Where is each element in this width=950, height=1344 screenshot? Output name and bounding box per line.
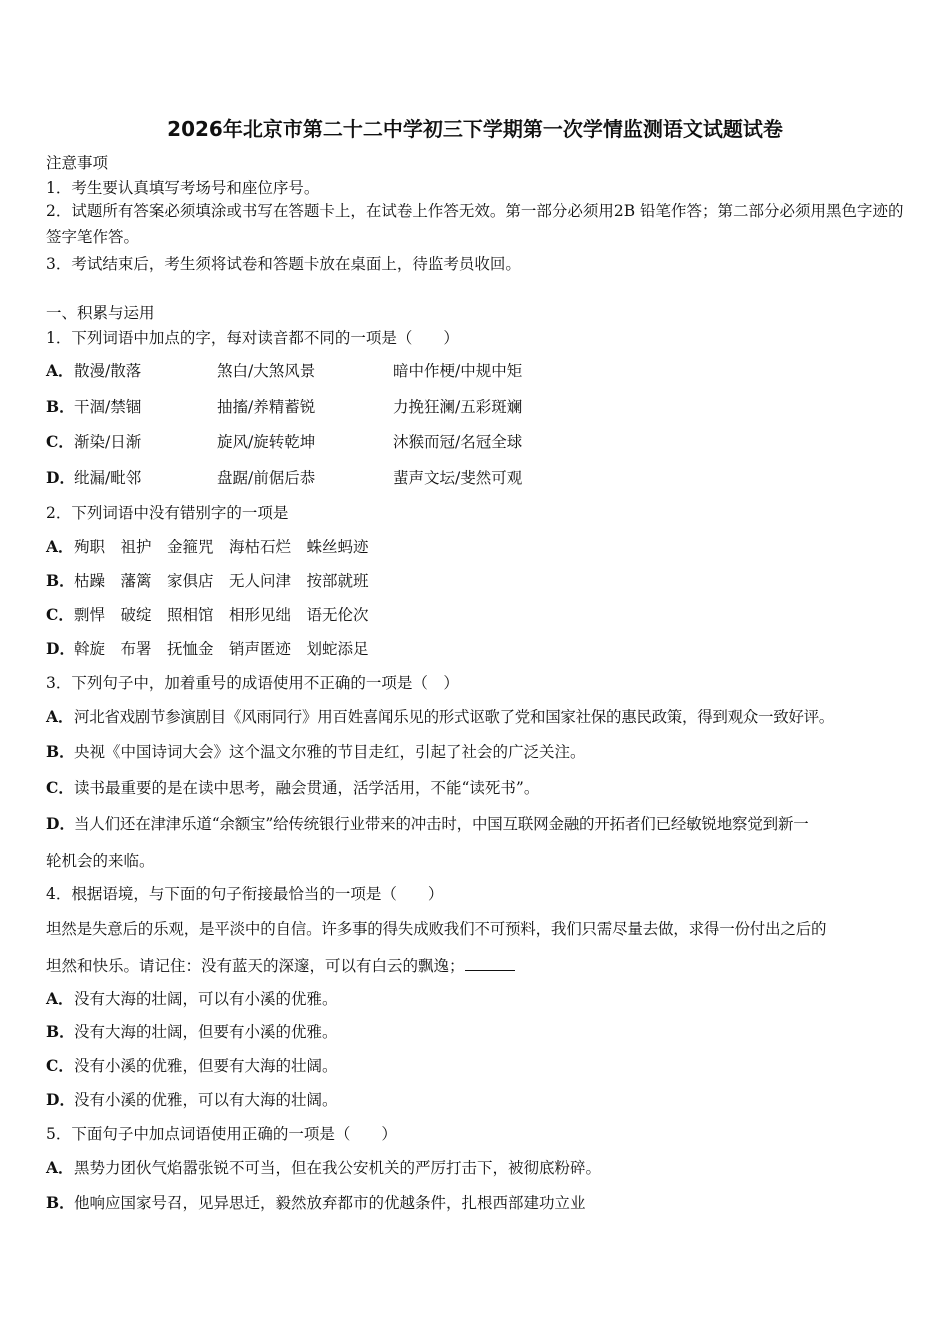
- option-label: D．: [46, 639, 75, 658]
- option-text: 散漫/散落: [74, 362, 142, 380]
- question-stem: 2．下列词语中没有错别字的一项是: [46, 504, 289, 522]
- option-label: C．: [46, 778, 74, 797]
- notice-item: 3．考试结束后，考生须将试卷和答题卡放在桌面上，待监考员收回。: [46, 255, 521, 273]
- section-heading: 一、积累与运用: [46, 304, 155, 322]
- option-label: B．: [46, 1193, 75, 1212]
- option-text: 河北省戏剧节参演剧目《风雨同行》用百姓喜闻乐见的形式讴歌了党和国家社保的惠民政策，得到观众一致好评。: [74, 708, 835, 726]
- passage-text: 坦然是失意后的乐观，是平淡中的自信。许多事的得失成败我们不可预料，我们只需尽量去做，求得一份付出之后的: [46, 920, 827, 938]
- option-text: 他响应国家号召，见异思迁，毅然放弃都市的优越条件，扎根西部建功立业: [74, 1194, 586, 1212]
- option-text: 盘踞/前倨后恭: [217, 469, 316, 487]
- option-text: 蜚声文坛/斐然可观: [393, 469, 523, 487]
- option-label: B．: [46, 397, 75, 416]
- option-label: D．: [46, 468, 75, 487]
- option-text: 旋风/旋转乾坤: [217, 433, 316, 451]
- option-text: 枯躁 藩篱 家俱店 无人问津 按部就班: [74, 572, 369, 590]
- option-text: 央视《中国诗词大会》这个温文尔雅的节目走红，引起了社会的广泛关注。: [74, 743, 586, 761]
- option-text: 没有大海的壮阔，可以有小溪的优雅。: [74, 990, 338, 1008]
- question-stem: 4．根据语境，与下面的句子衔接最恰当的一项是（ ）: [46, 885, 444, 903]
- question-stem: 3．下列句子中，加着重号的成语使用不正确的一项是（ ）: [46, 674, 459, 692]
- page-title: 2026年北京市第二十二中学初三下学期第一次学情监测语文试题试卷: [167, 117, 783, 141]
- option-text: 剽悍 破绽 照相馆 相形见绌 语无伦次: [74, 606, 369, 624]
- option-text-continued: 轮机会的来临。: [46, 852, 155, 870]
- option-label: C．: [46, 1056, 74, 1075]
- option-text: 抽搐/养精蓄锐: [217, 398, 316, 416]
- option-text: 黑势力团伙气焰嚣张锐不可当，但在我公安机关的严厉打击下，被彻底粉碎。: [74, 1159, 602, 1177]
- option-text: 干涸/禁锢: [74, 398, 142, 416]
- option-label: A．: [46, 707, 74, 726]
- question-stem: 1．下列词语中加点的字，每对读音都不同的一项是（ ）: [46, 329, 459, 347]
- option-text: 纰漏/毗邻: [74, 469, 142, 487]
- notice-item: 2．试题所有答案必须填涂或书写在答题卡上，在试卷上作答无效。第一部分必须用2B 铅笔作答；第二部分必须用黑色字迹的签字笔作答。: [46, 202, 904, 246]
- option-label: C．: [46, 432, 74, 451]
- option-text: 没有大海的壮阔，但要有小溪的优雅。: [74, 1023, 338, 1041]
- option-label: B．: [46, 571, 75, 590]
- option-text: 没有小溪的优雅，但要有大海的壮阔。: [74, 1057, 338, 1075]
- option-label: C．: [46, 605, 74, 624]
- option-label: D．: [46, 814, 75, 833]
- option-text: 煞白/大煞风景: [217, 362, 316, 380]
- option-text: 当人们还在津津乐道“余额宝”给传统银行业带来的冲击时，中国互联网金融的开拓者们已经敏锐地察觉到新一: [74, 815, 809, 833]
- option-text: 暗中作梗/中规中矩: [393, 362, 523, 380]
- option-text: 读书最重要的是在读中思考，融会贯通，活学活用，不能“读死书”。: [74, 779, 540, 797]
- question-stem: 5．下面句子中加点词语使用正确的一项是（ ）: [46, 1125, 397, 1143]
- option-label: B．: [46, 1022, 75, 1041]
- option-text: 殉职 祖护 金箍咒 海枯石烂 蛛丝蚂迹: [74, 538, 369, 556]
- option-label: B．: [46, 742, 75, 761]
- option-text: 力挽狂澜/五彩斑斓: [393, 398, 523, 416]
- option-label: A．: [46, 989, 74, 1008]
- notice-heading: 注意事项: [46, 154, 109, 172]
- option-text: 没有小溪的优雅，可以有大海的壮阔。: [74, 1091, 338, 1109]
- option-label: D．: [46, 1090, 75, 1109]
- passage-text: 坦然和快乐。请记住：没有蓝天的深邃，可以有白云的飘逸；: [46, 957, 465, 975]
- option-label: A．: [46, 1158, 74, 1177]
- option-text: 渐染/日渐: [74, 433, 142, 451]
- notice-item: 1．考生要认真填写考场号和座位序号。: [46, 179, 320, 197]
- option-text: 斡旋 布署 抚恤金 销声匿迹 划蛇添足: [74, 640, 369, 658]
- answer-blank[interactable]: [465, 954, 515, 971]
- option-label: A．: [46, 361, 74, 380]
- option-label: A．: [46, 537, 74, 556]
- option-text: 沐猴而冠/名冠全球: [393, 433, 523, 451]
